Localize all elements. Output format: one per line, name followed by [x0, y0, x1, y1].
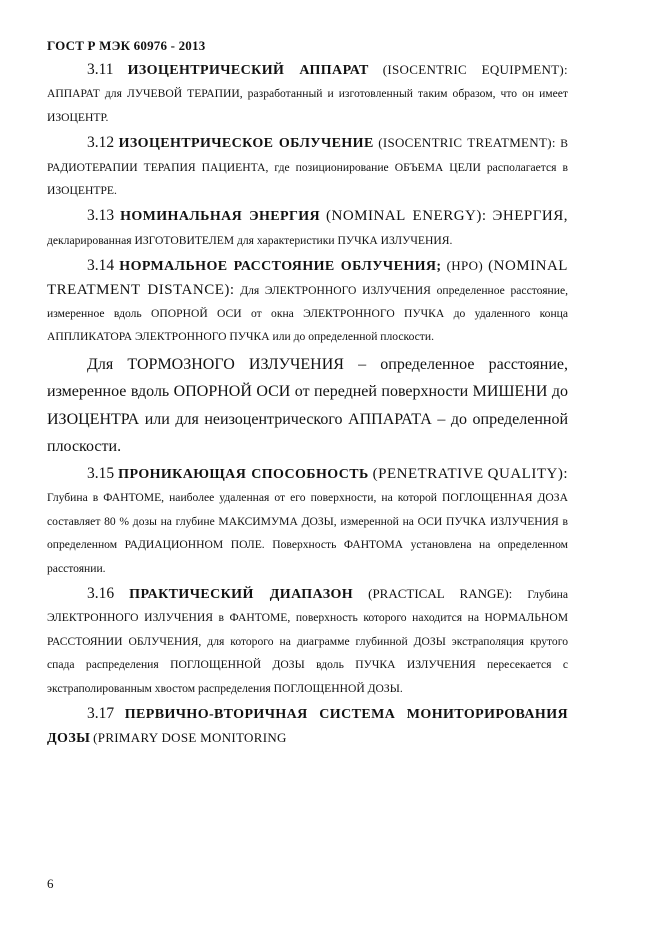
entry-english-term: (ISOCENTRIC EQUIPMENT): — [382, 62, 568, 77]
entry-english-term: (PENETRATIVE — [372, 465, 484, 482]
entry-english-term: (ISOCENTRIC TREATMENT): — [378, 135, 556, 151]
entry-number: 3.14 — [87, 257, 115, 275]
entry-english-term: (NOMINAL TREATMENT DISTANCE): — [47, 258, 568, 298]
entry-3-13 — [47, 204, 568, 252]
entry-definition: Для ЭЛЕКТРОННОГО ИЗЛУЧЕНИЯ определенное расстояние, измеренное вдоль ОПОРНОЙ ОСИ от окна ЭЛЕКТРОННОГО ПУЧКА до удаленного конца АППЛИКАТОРА ЭЛЕКТРОННОГО ПУЧКА или до определенной плоскости. — [47, 283, 568, 344]
entry-term: ИЗОЦЕНТРИЧЕСКИЙ АППАРАТ — [127, 63, 369, 78]
entry-3-14-extra: Для ТОРМОЗНОГО ИЗЛУЧЕНИЯ – определенное расстояние, измеренное вдоль ОПОРНОЙ ОСИ от передней поверхности МИШЕНИ до ИЗОЦЕНТРА или для неизоцентрического АППАРАТА – до определенной плоскости. — [47, 355, 568, 456]
entry-english-term-cont: QUALITY): — [487, 465, 568, 482]
entry-3-16 — [47, 582, 568, 700]
entry-english-term: (NOMINAL ENERGY): — [326, 208, 487, 225]
document-header: ГОСТ Р МЭК 60976 - 2013 — [47, 38, 206, 53]
entry-definition: АППАРАТ для ЛУЧЕВОЙ ТЕРАПИИ, разработанный и изготовленный таким образом, что он имеет ИЗОЦЕНТР. — [47, 87, 568, 124]
entry-number: 3.12 — [87, 134, 115, 152]
entry-number: 3.17 — [87, 704, 115, 722]
entry-term: ПЕРВИЧНО-ВТОРИЧНАЯ СИСТЕМА МОНИТОРИРОВАНИЯ ДОЗЫ — [47, 706, 568, 747]
entry-number: 3.13 — [87, 207, 115, 225]
entry-term: ПРАКТИЧЕСКИЙ ДИАПАЗОН — [129, 586, 354, 602]
entry-3-12 — [47, 131, 568, 202]
entry-definition: Глубина в ФАНТОМЕ, наиболее удаленная от его поверхности, на которой ПОГЛОЩЕННАЯ ДОЗА составляет 80 % дозы на глубине МАКСИМУМА ДОЗЫ, измеренной на ОСИ ПУЧКА ИЗЛУЧЕНИЯ в определенном РАДИАЦИОННОМ ПОЛЕ. Поверхность ФАНТОМА установлена на определенном расстоянии. — [47, 491, 568, 575]
entry-abbreviation: (НРО) — [446, 258, 483, 274]
document-body — [47, 58, 568, 753]
entry-definition: Глубина ЭЛЕКТРОННОГО ИЗЛУЧЕНИЯ в ФАНТОМЕ, поверхность которого находится на НОРМАЛЬНОМ РАССТОЯНИИ ОБЛУЧЕНИЯ, для которого на диаграмме глубинной ДОЗЫ экстраполяция крутого спада распределения ПОГЛОЩЕННОЙ ДОЗЫ вдоль ПУЧКА ИЗЛУЧЕНИЯ пересекается с экстраполированным хвостом распределения ПОГЛОЩЕННОЙ ДОЗЫ. — [47, 587, 569, 695]
entry-3-14 — [47, 254, 568, 349]
page-number: 6 — [47, 876, 54, 891]
entry-3-11 — [47, 58, 568, 129]
entry-3-15 — [47, 462, 568, 580]
entry-term: ПРОНИКАЮЩАЯ СПОСОБНОСТЬ — [118, 466, 369, 482]
entry-term: НОРМАЛЬНОЕ РАССТОЯНИЕ ОБЛУЧЕНИЯ; — [119, 259, 442, 275]
entry-number: 3.15 — [87, 464, 115, 482]
entry-english-term: (PRIMARY DOSE MONITORING — [93, 730, 287, 746]
entry-3-17 — [47, 702, 568, 751]
entry-definition-lead: ЭНЕРГИЯ, — [492, 208, 568, 225]
entry-definition: декларированная ИЗГОТОВИТЕЛЕМ для характеристики ПУЧКА ИЗЛУЧЕНИЯ. — [47, 233, 453, 247]
entry-term: ИЗОЦЕНТРИЧЕСКОЕ ОБЛУЧЕНИЕ — [118, 136, 374, 152]
entry-number: 3.16 — [87, 584, 115, 602]
entry-term: НОМИНАЛЬНАЯ ЭНЕРГИЯ — [120, 209, 321, 225]
entry-english-term: (PRACTICAL RANGE): — [368, 585, 513, 601]
entry-number: 3.11 — [87, 61, 114, 78]
entry-definition: В РАДИОТЕРАПИИ ТЕРАПИЯ ПАЦИЕНТА, где позиционирование ОБЪЕМА ЦЕЛИ располагается в ИЗОЦЕНТРЕ. — [47, 137, 568, 198]
